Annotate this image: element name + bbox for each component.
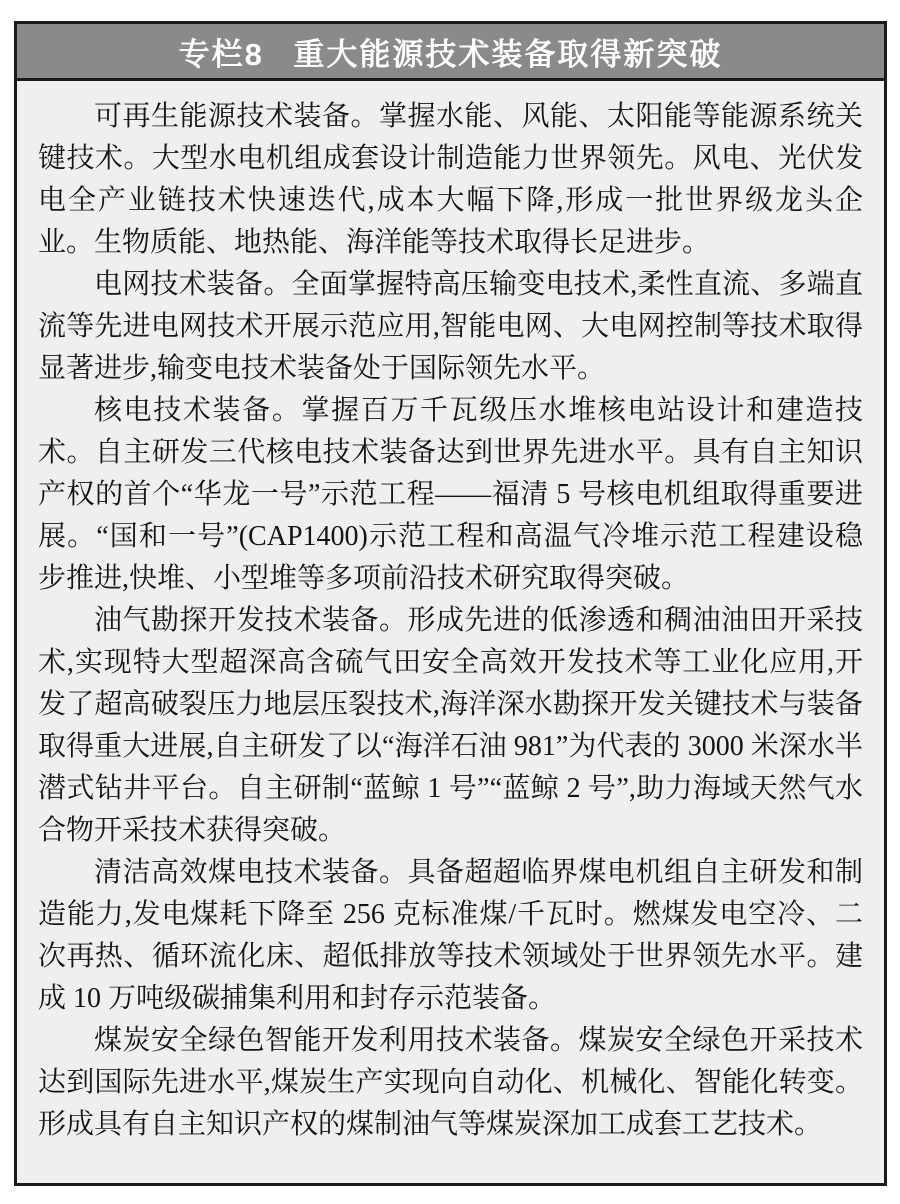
- column-title-prefix: 专栏8: [178, 36, 264, 72]
- column-header: [17, 24, 884, 81]
- paragraph-nuclear-power: 核电技术装备。掌握百万千瓦级压水堆核电站设计和建造技术。自主研发三代核电技术装备达到世界先进水平。具有自主知识产权的首个“华龙一号”示范工程——福清 5 号核电机组取得重要进展。“国和一号”(CAP1400)示范工程和高温气冷堆示范工程建设稳步推进,快堆、小型堆等多项前沿技术研究取得突破。: [38, 395, 863, 594]
- column-box: [14, 21, 887, 1186]
- paragraph-oil-gas-exploration: 油气勘探开发技术装备。形成先进的低渗透和稠油油田开采技术,实现特大型超深高含硫气田安全高效开发技术等工业化应用,开发了超高破裂压力地层压裂技术,海洋深水勘探开发关键技术与装备取得重大进展,自主研发了以“海洋石油 981”为代表的 3000 米深水半潜式钻井平台。自主研制“蓝鲸 1 号”“蓝鲸 2 号”,助力海域天然气水合物开采技术获得突破。: [38, 605, 863, 846]
- paragraph-coal-mining: 煤炭安全绿色智能开发利用技术装备。煤炭安全绿色开采技术达到国际先进水平,煤炭生产实现向自动化、机械化、智能化转变。形成具有自主知识产权的煤制油气等煤炭深加工成套工艺技术。: [38, 1025, 863, 1140]
- paragraph-renewable-energy: 可再生能源技术装备。掌握水能、风能、太阳能等能源系统关键技术。大型水电机组成套设计制造能力世界领先。风电、光伏发电全产业链技术快速迭代,成本大幅下降,形成一批世界级龙头企业。生物质能、地热能、海洋能等技术取得长足进步。: [38, 101, 863, 258]
- column-body: [17, 81, 884, 1183]
- paragraph-power-grid: 电网技术装备。全面掌握特高压输变电技术,柔性直流、多端直流等先进电网技术开展示范应用,智能电网、大电网控制等技术取得显著进步,输变电技术装备处于国际领先水平。: [38, 269, 863, 384]
- paragraph-clean-coal-power: 清洁高效煤电技术装备。具备超超临界煤电机组自主研发和制造能力,发电煤耗下降至 256 克标准煤/千瓦时。燃煤发电空冷、二次再热、循环流化床、超低排放等技术领域处于世界领先水平。建成 10 万吨级碳捕集利用和封存示范装备。: [38, 857, 863, 1014]
- column-title: 重大能源技术装备取得新突破: [293, 36, 723, 72]
